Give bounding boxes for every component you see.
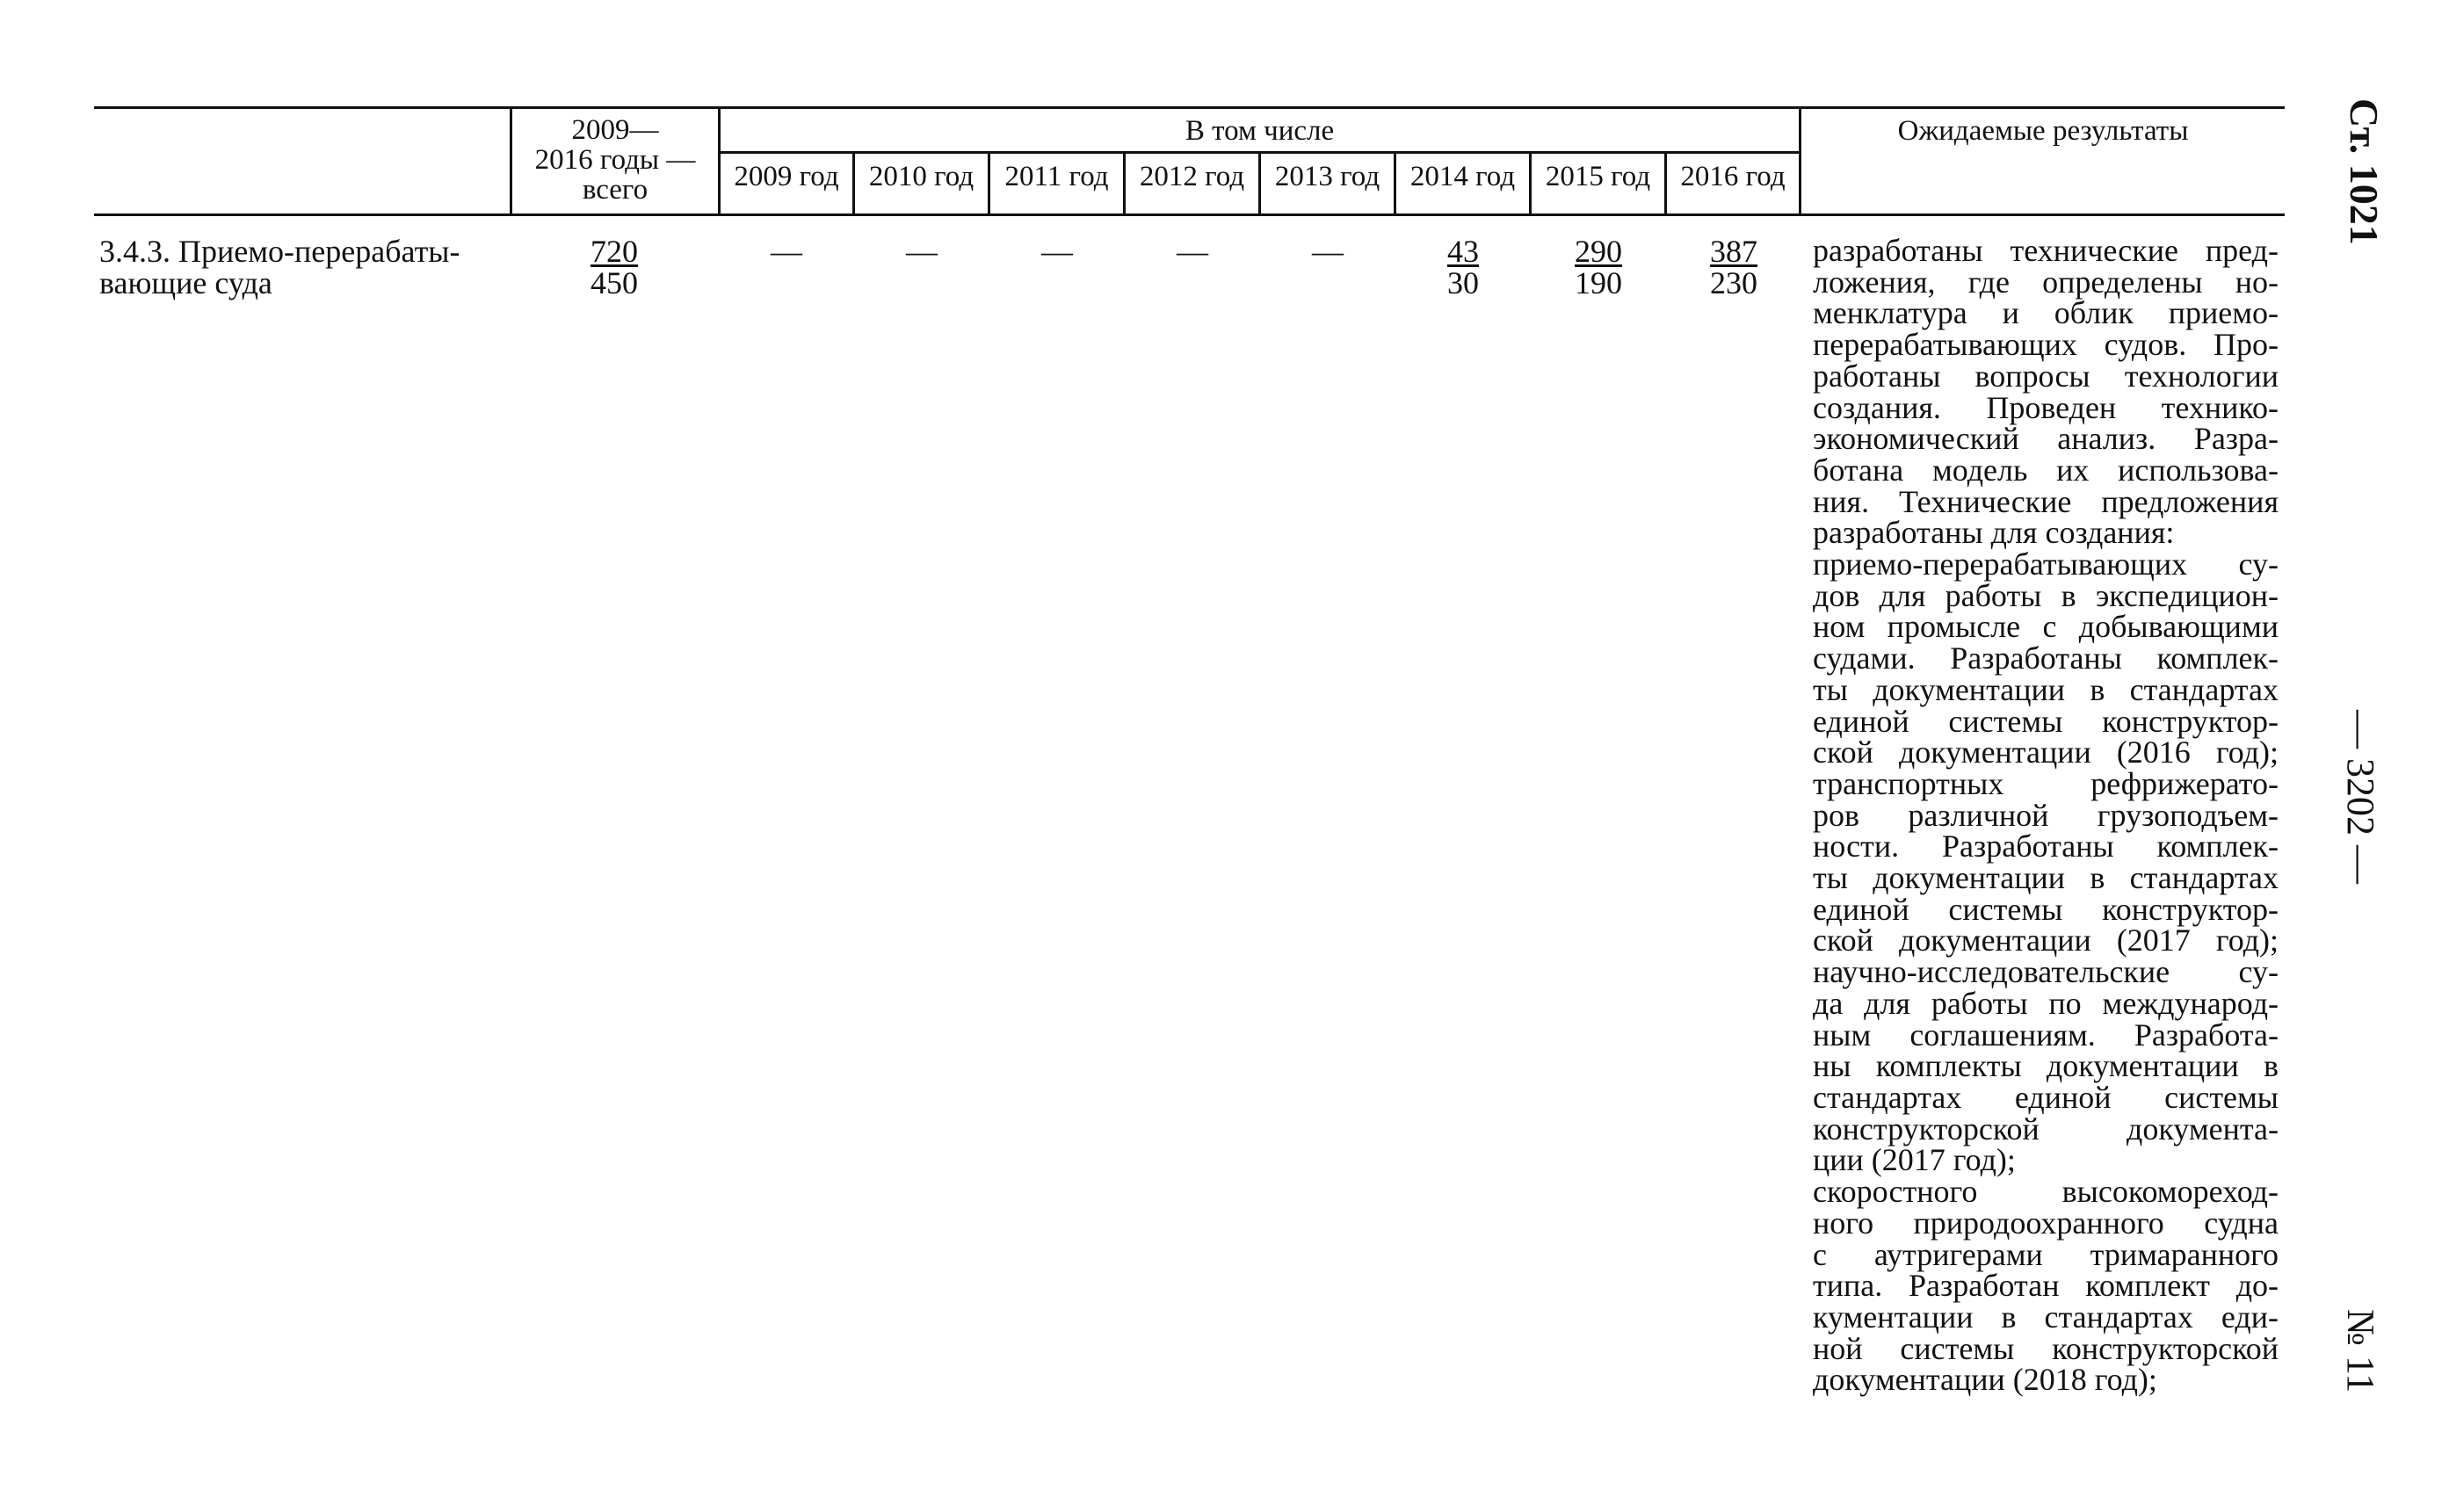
value-2015-denominator: 190: [1575, 265, 1622, 300]
results-line: разработаны для создания:: [1813, 515, 2175, 551]
results-line: ложения, где определены но-: [1813, 264, 2279, 300]
results-line: разработаны технические пред-: [1813, 233, 2279, 268]
results-line: ской документации (2016 год);: [1813, 734, 2279, 770]
results-line: ты документации в стандартах: [1813, 671, 2279, 707]
value-2009: —: [771, 234, 802, 269]
results-line: да для работы по международ-: [1813, 985, 2279, 1021]
header-year-2016: 2016 год: [1680, 161, 1786, 192]
results-line: ния. Технические предложения: [1813, 483, 2279, 519]
results-line: ным соглашениям. Разработа-: [1813, 1016, 2279, 1053]
header-total-period: 2009— 2016 годы — всего: [534, 114, 696, 206]
header-year-2015: 2015 год: [1545, 161, 1651, 192]
results-line: приемо-перерабатывающих су-: [1813, 546, 2279, 582]
results-line: судами. Разработаны комплек-: [1813, 640, 2279, 676]
header-including: В том числе: [1185, 115, 1335, 147]
row-name-line-2: вающие суда: [99, 265, 272, 300]
results-line: стандартах единой системы: [1813, 1079, 2279, 1115]
value-2015-numerator: 290: [1575, 234, 1622, 269]
results-line: ности. Разработаны комплек-: [1813, 828, 2279, 865]
page-number: — 3202 —: [2339, 710, 2382, 884]
results-line: работаны вопросы технологии: [1813, 358, 2279, 394]
results-line: единой системы конструктор-: [1813, 891, 2279, 927]
header-year-2012: 2012 год: [1139, 161, 1245, 192]
value-2016: [1681, 235, 1786, 299]
value-2016-denominator: 230: [1710, 265, 1757, 300]
total-denominator: 450: [591, 265, 638, 300]
results-line: дов для работы в экспедицион-: [1813, 577, 2279, 613]
results-line: с аутригерами тримаранного: [1813, 1236, 2279, 1272]
results-line: ты документации в стандартах: [1813, 860, 2279, 896]
article-number: Ст. 1021: [2342, 98, 2387, 245]
expected-results-text: [1813, 235, 2279, 1396]
header-year-2009: 2009 год: [734, 161, 839, 192]
total-value: [562, 235, 667, 299]
results-line: экономический анализ. Разра-: [1813, 421, 2279, 457]
value-2013: —: [1312, 234, 1344, 269]
results-line: ном промысле с добывающими: [1813, 609, 2279, 645]
results-line: транспортных рефрижерато-: [1813, 765, 2279, 801]
results-line: научно-исследовательские су-: [1813, 954, 2279, 990]
row-name-line-1: 3.4.3. Приемо-перерабаты-: [99, 234, 460, 269]
results-line: кументации в стандартах еди-: [1813, 1299, 2279, 1335]
table-top-rule: [94, 106, 2285, 109]
results-line: ской документации (2017 год);: [1813, 922, 2279, 959]
results-line: ной системы конструкторской: [1813, 1330, 2279, 1366]
header-expected-results: Ожидаемые результаты: [1897, 115, 2189, 147]
header-year-2011: 2011 год: [1004, 161, 1109, 192]
value-2015: [1546, 235, 1651, 299]
results-line: конструкторской документа-: [1813, 1110, 2279, 1147]
header-year-2010: 2010 год: [868, 161, 975, 192]
issue-number: № 11: [2339, 1309, 2382, 1393]
value-2010: —: [906, 234, 938, 269]
value-2011: —: [1041, 234, 1073, 269]
results-line: менклатура и облик приемо-: [1813, 295, 2279, 331]
results-line: единой системы конструктор-: [1813, 703, 2279, 739]
value-2012: —: [1177, 234, 1208, 269]
value-2014-denominator: 30: [1447, 265, 1479, 300]
results-line: ции (2017 год);: [1813, 1142, 2016, 1178]
value-2014-numerator: 43: [1447, 234, 1479, 269]
results-line: перерабатывающих судов. Про-: [1813, 327, 2279, 363]
results-line: ров различной грузоподъем-: [1813, 797, 2279, 833]
row-name: [99, 235, 504, 299]
header-year-2014: 2014 год: [1409, 161, 1516, 192]
results-line: создания. Проведен технико-: [1813, 389, 2279, 425]
header-year-2013: 2013 год: [1274, 161, 1380, 192]
results-line: ботана модель их использова-: [1813, 452, 2279, 488]
total-numerator: 720: [591, 234, 638, 269]
value-2014: [1410, 235, 1516, 299]
results-line: типа. Разработан комплект до-: [1813, 1268, 2279, 1304]
value-2016-numerator: 387: [1710, 234, 1757, 269]
results-line: скоростного высокомореход-: [1813, 1174, 2279, 1210]
header-bottom-rule: [94, 213, 2285, 216]
results-line: документации (2018 год);: [1813, 1362, 2157, 1398]
results-line: ны комплекты документации в: [1813, 1048, 2279, 1084]
results-line: ного природоохранного судна: [1813, 1205, 2279, 1241]
